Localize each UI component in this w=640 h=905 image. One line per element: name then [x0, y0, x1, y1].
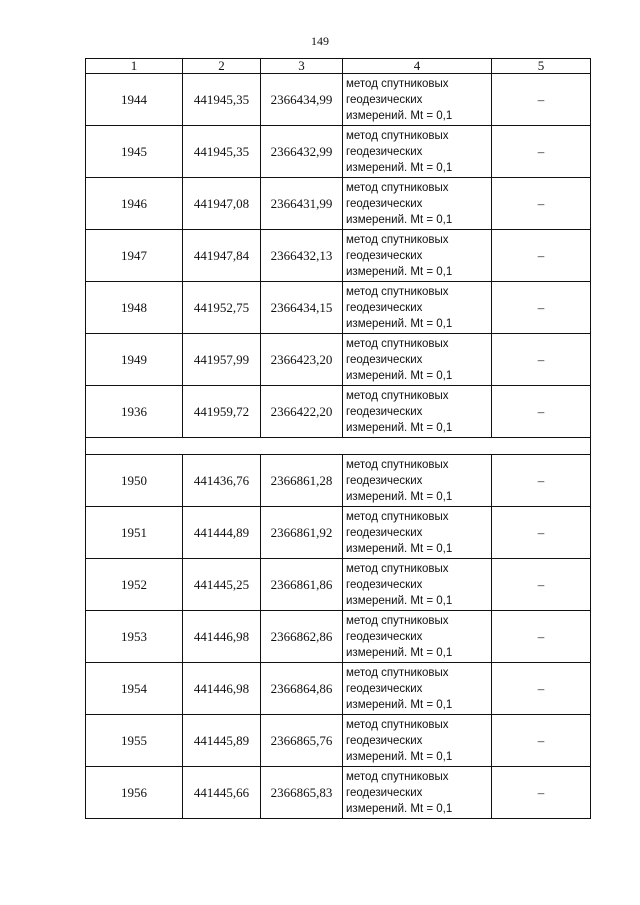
- x-coordinate-cell: 441446,98: [183, 611, 261, 663]
- method-text-line: геодезических: [346, 145, 423, 158]
- x-coordinate-cell: 441947,84: [183, 230, 261, 282]
- method-text-line: геодезических: [346, 93, 423, 106]
- method-text-line: измерений. Mt = 0,1: [346, 490, 453, 503]
- column-header-4: 4: [343, 59, 492, 74]
- method-text-line: геодезических: [346, 405, 423, 418]
- accuracy-cell: –: [492, 334, 591, 386]
- table-body: [86, 74, 591, 819]
- point-number-cell: 1953: [86, 611, 183, 663]
- method-text-line: измерений. Mt = 0,1: [346, 802, 453, 815]
- accuracy-cell: –: [492, 559, 591, 611]
- point-number-cell: 1936: [86, 386, 183, 438]
- method-text-line: измерений. Mt = 0,1: [346, 646, 453, 659]
- accuracy-cell: –: [492, 74, 591, 126]
- accuracy-cell: –: [492, 282, 591, 334]
- x-coordinate-cell: 441436,76: [183, 455, 261, 507]
- accuracy-cell: –: [492, 126, 591, 178]
- method-text-line: измерений. Mt = 0,1: [346, 750, 453, 763]
- y-coordinate-cell: 2366861,28: [261, 455, 343, 507]
- table-row: [86, 386, 591, 438]
- x-coordinate-cell: 441945,35: [183, 74, 261, 126]
- method-text-line: метод спутниковых: [346, 233, 449, 246]
- method-text-line: метод спутниковых: [346, 614, 449, 627]
- method-text-line: геодезических: [346, 578, 423, 591]
- table-row: [86, 715, 591, 767]
- y-coordinate-cell: 2366423,20: [261, 334, 343, 386]
- point-number-cell: 1950: [86, 455, 183, 507]
- method-text-line: измерений. Mt = 0,1: [346, 698, 453, 711]
- method-text-line: метод спутниковых: [346, 389, 449, 402]
- table-row: [86, 230, 591, 282]
- method-cell: [343, 126, 492, 178]
- y-coordinate-cell: 2366865,76: [261, 715, 343, 767]
- accuracy-cell: –: [492, 715, 591, 767]
- method-text-line: измерений. Mt = 0,1: [346, 369, 453, 382]
- table-row: [86, 559, 591, 611]
- method-text-line: измерений. Mt = 0,1: [346, 213, 453, 226]
- point-number-cell: 1947: [86, 230, 183, 282]
- method-text-line: геодезических: [346, 474, 423, 487]
- method-text-line: измерений. Mt = 0,1: [346, 109, 453, 122]
- method-text-line: метод спутниковых: [346, 181, 449, 194]
- accuracy-cell: –: [492, 230, 591, 282]
- method-cell: [343, 507, 492, 559]
- accuracy-cell: –: [492, 663, 591, 715]
- method-cell: [343, 230, 492, 282]
- table-row: [86, 611, 591, 663]
- method-text-line: геодезических: [346, 734, 423, 747]
- method-cell: [343, 386, 492, 438]
- x-coordinate-cell: 441959,72: [183, 386, 261, 438]
- y-coordinate-cell: 2366434,15: [261, 282, 343, 334]
- point-number-cell: 1945: [86, 126, 183, 178]
- y-coordinate-cell: 2366861,92: [261, 507, 343, 559]
- method-cell: [343, 663, 492, 715]
- x-coordinate-cell: 441957,99: [183, 334, 261, 386]
- method-cell: [343, 455, 492, 507]
- table-row: [86, 178, 591, 230]
- point-number-cell: 1954: [86, 663, 183, 715]
- point-number-cell: 1944: [86, 74, 183, 126]
- y-coordinate-cell: 2366432,99: [261, 126, 343, 178]
- y-coordinate-cell: 2366865,83: [261, 767, 343, 819]
- y-coordinate-cell: 2366422,20: [261, 386, 343, 438]
- point-number-cell: 1956: [86, 767, 183, 819]
- table-row: [86, 334, 591, 386]
- method-cell: [343, 282, 492, 334]
- method-text-line: геодезических: [346, 630, 423, 643]
- method-text-line: метод спутниковых: [346, 666, 449, 679]
- accuracy-cell: –: [492, 767, 591, 819]
- column-header-5: 5: [492, 59, 591, 74]
- method-cell: [343, 611, 492, 663]
- method-text-line: метод спутниковых: [346, 718, 449, 731]
- point-number-cell: 1949: [86, 334, 183, 386]
- method-cell: [343, 767, 492, 819]
- method-text-line: измерений. Mt = 0,1: [346, 161, 453, 174]
- separator-cell: [86, 438, 591, 455]
- method-text-line: метод спутниковых: [346, 77, 449, 90]
- point-number-cell: 1951: [86, 507, 183, 559]
- point-number-cell: 1948: [86, 282, 183, 334]
- table-row: [86, 507, 591, 559]
- accuracy-cell: –: [492, 455, 591, 507]
- column-header-1: 1: [86, 59, 183, 74]
- method-text-line: геодезических: [346, 786, 423, 799]
- method-text-line: геодезических: [346, 197, 423, 210]
- accuracy-cell: –: [492, 178, 591, 230]
- method-cell: [343, 74, 492, 126]
- column-header-2: 2: [183, 59, 261, 74]
- method-text-line: геодезических: [346, 682, 423, 695]
- table-row: [86, 767, 591, 819]
- method-text-line: метод спутниковых: [346, 458, 449, 471]
- method-cell: [343, 178, 492, 230]
- accuracy-cell: –: [492, 611, 591, 663]
- point-number-cell: 1952: [86, 559, 183, 611]
- column-header-3: 3: [261, 59, 343, 74]
- x-coordinate-cell: 441444,89: [183, 507, 261, 559]
- method-text-line: измерений. Mt = 0,1: [346, 317, 453, 330]
- method-text-line: метод спутниковых: [346, 129, 449, 142]
- method-cell: [343, 559, 492, 611]
- method-text-line: метод спутниковых: [346, 285, 449, 298]
- point-number-cell: 1955: [86, 715, 183, 767]
- method-cell: [343, 715, 492, 767]
- y-coordinate-cell: 2366864,86: [261, 663, 343, 715]
- table-row: [86, 663, 591, 715]
- method-text-line: геодезических: [346, 249, 423, 262]
- x-coordinate-cell: 441445,66: [183, 767, 261, 819]
- header-row: [86, 59, 591, 74]
- x-coordinate-cell: 441445,25: [183, 559, 261, 611]
- method-text-line: измерений. Mt = 0,1: [346, 594, 453, 607]
- method-text-line: метод спутниковых: [346, 510, 449, 523]
- method-text-line: измерений. Mt = 0,1: [346, 421, 453, 434]
- table-row: [86, 282, 591, 334]
- method-cell: [343, 334, 492, 386]
- method-text-line: измерений. Mt = 0,1: [346, 542, 453, 555]
- table-row: [86, 74, 591, 126]
- y-coordinate-cell: 2366861,86: [261, 559, 343, 611]
- y-coordinate-cell: 2366862,86: [261, 611, 343, 663]
- point-number-cell: 1946: [86, 178, 183, 230]
- method-text-line: измерений. Mt = 0,1: [346, 265, 453, 278]
- method-text-line: метод спутниковых: [346, 562, 449, 575]
- x-coordinate-cell: 441952,75: [183, 282, 261, 334]
- y-coordinate-cell: 2366431,99: [261, 178, 343, 230]
- y-coordinate-cell: 2366432,13: [261, 230, 343, 282]
- accuracy-cell: –: [492, 507, 591, 559]
- separator-row: [86, 438, 591, 455]
- table-row: [86, 126, 591, 178]
- x-coordinate-cell: 441445,89: [183, 715, 261, 767]
- method-text-line: метод спутниковых: [346, 770, 449, 783]
- accuracy-cell: –: [492, 386, 591, 438]
- page-number: 149: [311, 34, 329, 48]
- x-coordinate-cell: 441947,08: [183, 178, 261, 230]
- x-coordinate-cell: 441446,98: [183, 663, 261, 715]
- method-text-line: метод спутниковых: [346, 337, 449, 350]
- coordinates-table: [85, 58, 591, 819]
- method-text-line: геодезических: [346, 353, 423, 366]
- method-text-line: геодезических: [346, 301, 423, 314]
- table-row: [86, 455, 591, 507]
- method-text-line: геодезических: [346, 526, 423, 539]
- y-coordinate-cell: 2366434,99: [261, 74, 343, 126]
- x-coordinate-cell: 441945,35: [183, 126, 261, 178]
